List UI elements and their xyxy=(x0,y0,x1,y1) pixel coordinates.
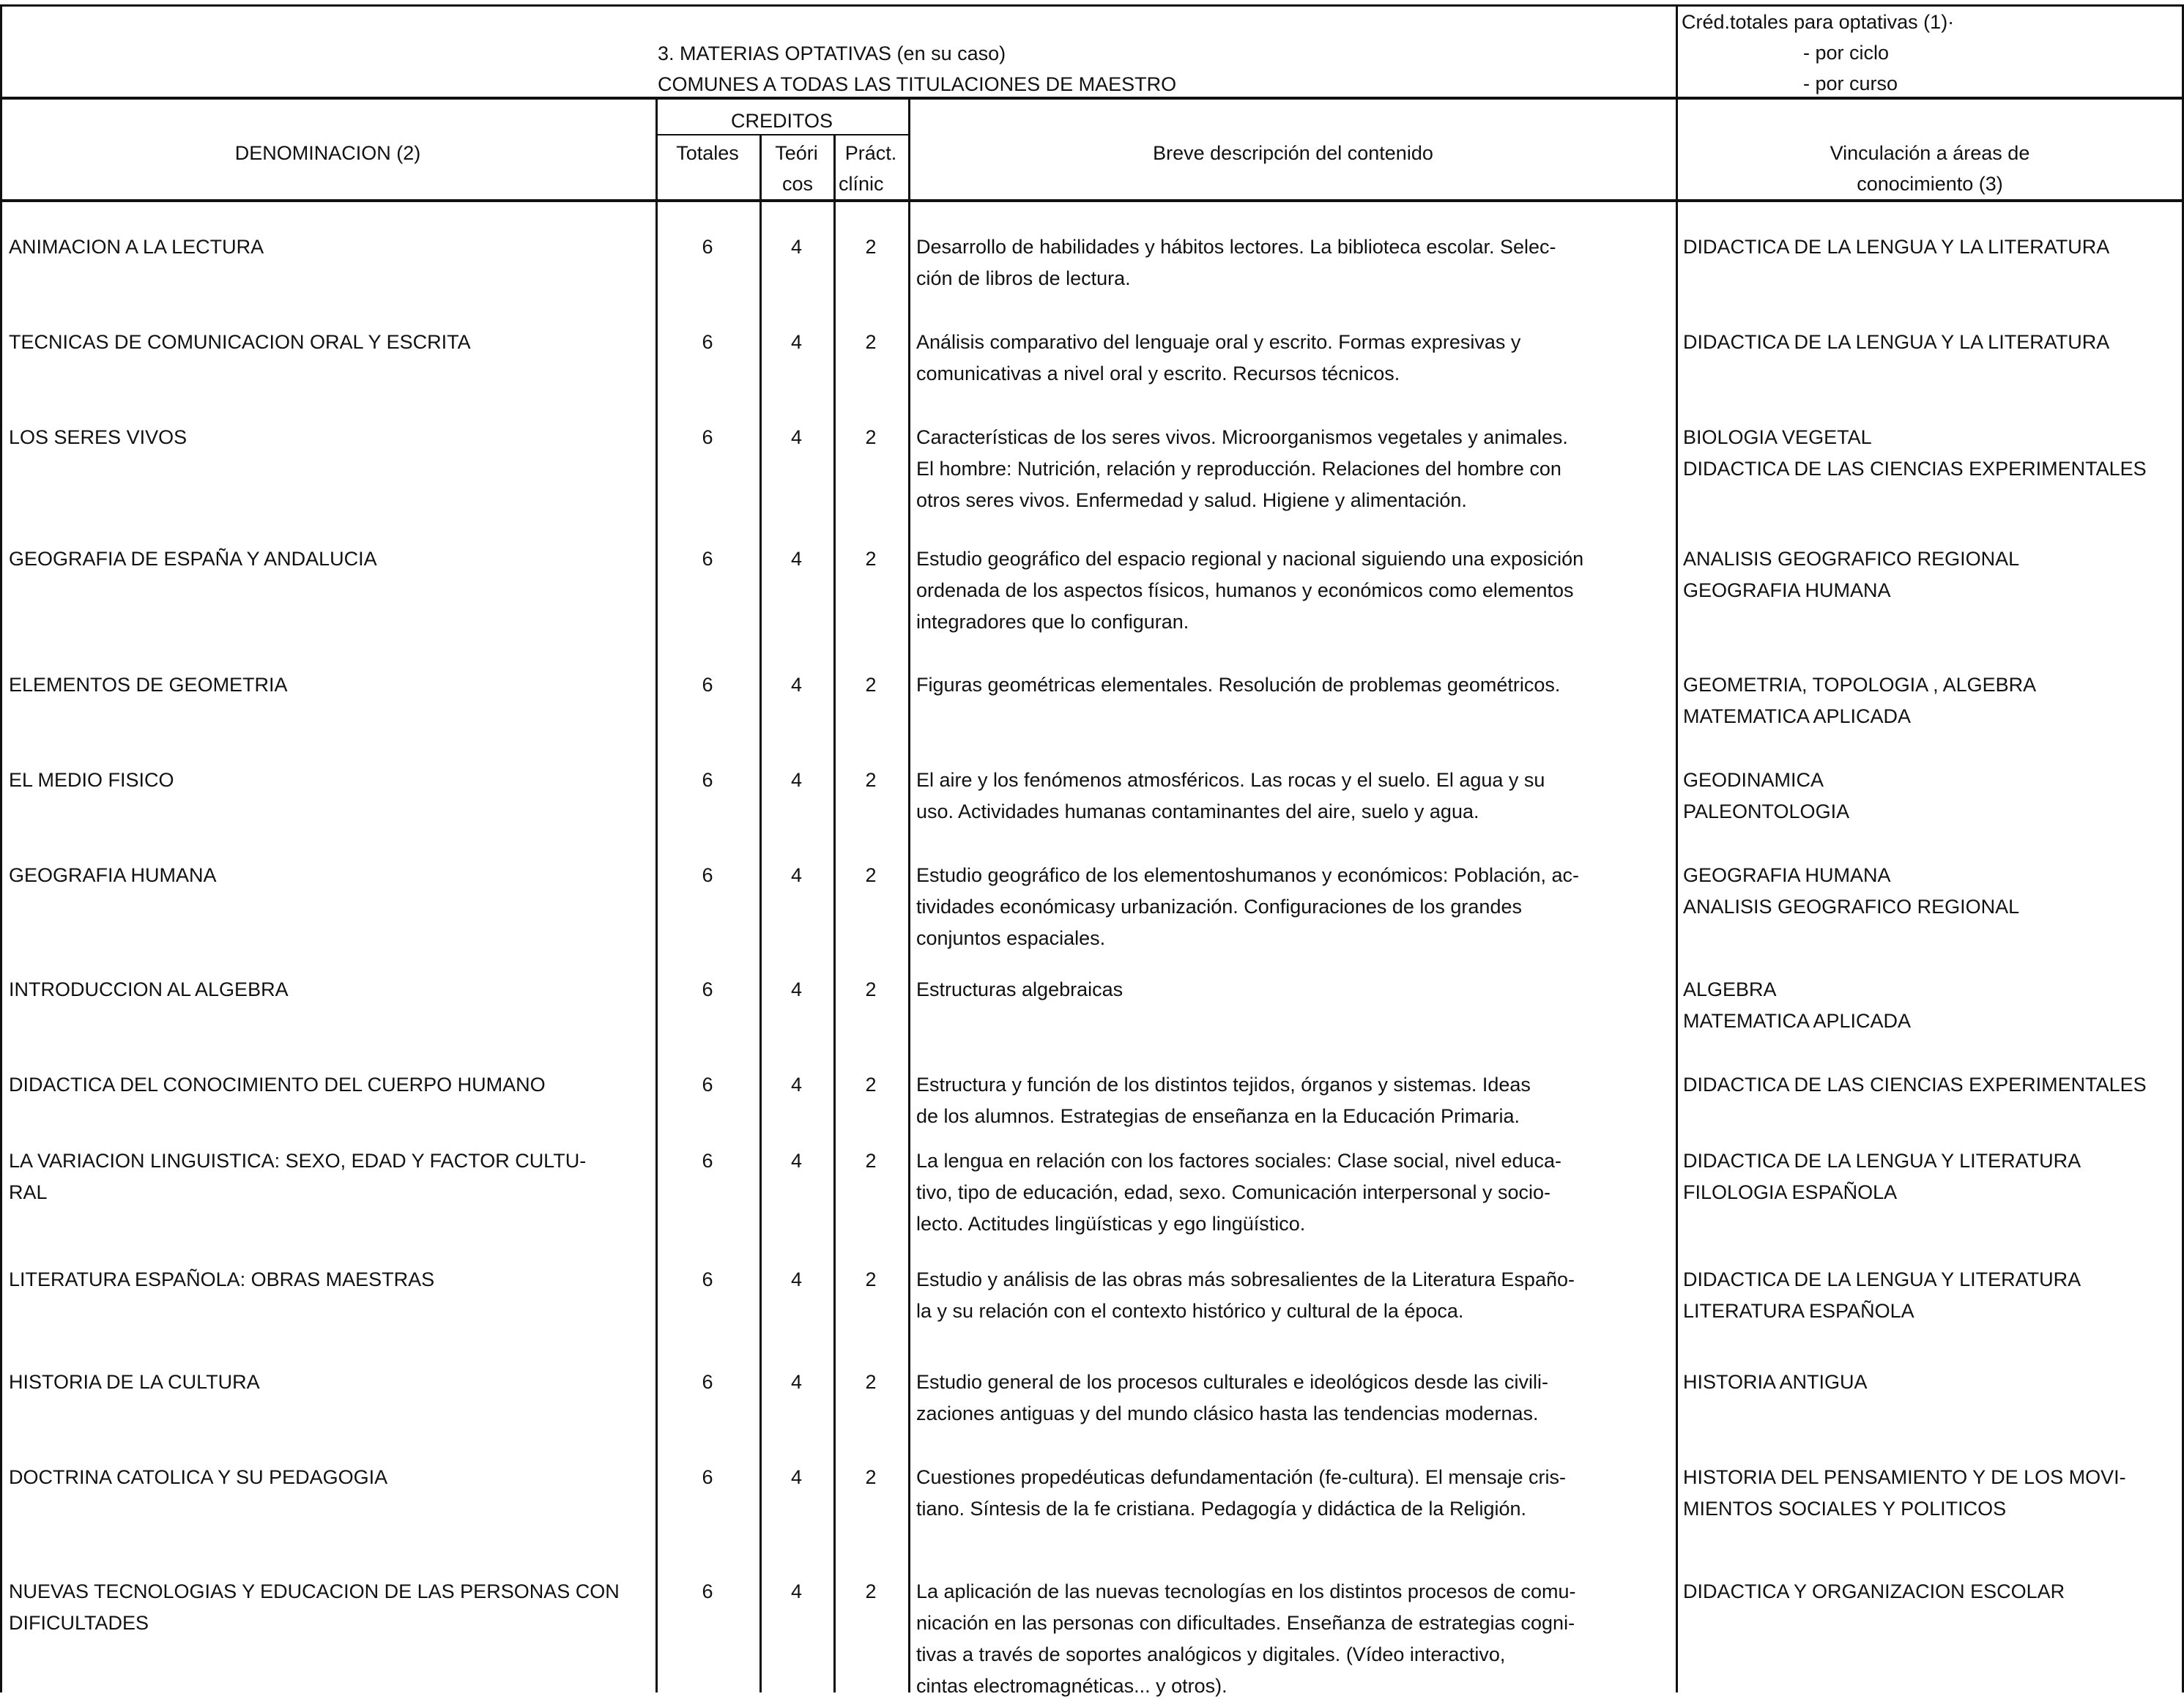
content-description: otros seres vivos. Enfermedad y salud. Higiene y alimentación. xyxy=(916,489,1467,511)
content-description: Estructuras algebraicas xyxy=(916,978,1123,1000)
knowledge-area: LITERATURA ESPAÑOLA xyxy=(1683,1300,1914,1322)
credits-theory: 4 xyxy=(790,978,803,1000)
credits-total: 6 xyxy=(702,1466,713,1488)
knowledge-area: DIDACTICA DE LA LENGUA Y LA LITERATURA xyxy=(1683,236,2110,258)
credits-theory: 4 xyxy=(790,331,803,353)
content-description: ordenada de los aspectos físicos, humanos y económicos como elementos xyxy=(916,579,1574,601)
credits-theory: 4 xyxy=(790,236,803,258)
content-description: cintas electromagnéticas... y otros). xyxy=(916,1675,1227,1697)
content-description: comunicativas a nivel oral y escrito. Recursos técnicos. xyxy=(916,363,1400,384)
subject-name: DOCTRINA CATOLICA Y SU PEDAGOGIA xyxy=(9,1466,388,1488)
subject-name: DIDACTICA DEL CONOCIMIENTO DEL CUERPO HUMANO xyxy=(9,1074,546,1096)
credits-practice: 2 xyxy=(865,864,877,886)
subject-name: ANIMACION A LA LECTURA xyxy=(9,236,264,258)
content-description: uso. Actividades humanas contaminantes del aire, suelo y agua. xyxy=(916,800,1479,822)
credits-theory: 4 xyxy=(790,1580,803,1602)
header-divider xyxy=(0,97,2184,100)
credits-total: 6 xyxy=(702,978,713,1000)
content-description: tivo, tipo de educación, edad, sexo. Comunicación interpersonal y socio- xyxy=(916,1181,1550,1203)
subject-name: GEOGRAFIA HUMANA xyxy=(9,864,217,886)
knowledge-area: GEOMETRIA, TOPOLOGIA , ALGEBRA xyxy=(1683,674,2037,696)
content-description: tividades económicasy urbanización. Configuraciones de los grandes xyxy=(916,896,1522,918)
top-border xyxy=(0,4,2184,7)
credits-total: 6 xyxy=(702,1371,713,1393)
credits-theory: 4 xyxy=(790,769,803,791)
credits-total: 6 xyxy=(702,864,713,886)
credits-total: 6 xyxy=(702,1268,713,1290)
col-teoricos-2: cos xyxy=(782,173,814,195)
totales-column-border xyxy=(655,100,658,1692)
content-description: nicación en las personas con dificultades. Enseñanza de estrategias cogni- xyxy=(916,1612,1575,1634)
content-description: Análisis comparativo del lenguaje oral y escrito. Formas expresivas y xyxy=(916,331,1521,353)
subject-name: HISTORIA DE LA CULTURA xyxy=(9,1371,260,1393)
teoricos-column-border xyxy=(759,135,762,1692)
col-denominacion: DENOMINACION (2) xyxy=(234,142,421,164)
credits-theory: 4 xyxy=(790,1150,803,1172)
content-description: tiano. Síntesis de la fe cristiana. Pedagogía y didáctica de la Religión. xyxy=(916,1498,1527,1520)
subject-name: LITERATURA ESPAÑOLA: OBRAS MAESTRAS xyxy=(9,1268,435,1290)
knowledge-area: DIDACTICA DE LA LENGUA Y LITERATURA xyxy=(1683,1150,2081,1172)
content-description: integradores que lo configuran. xyxy=(916,611,1189,633)
col-descripcion: Breve descripción del contenido xyxy=(1153,142,1433,164)
col-practicos-2: clínic xyxy=(839,173,884,195)
title-line-2: COMUNES A TODAS LAS TITULACIONES DE MAESTRO xyxy=(658,73,1177,95)
credits-total: 6 xyxy=(702,1580,713,1602)
content-description: El aire y los fenómenos atmosféricos. Las rocas y el suelo. El agua y su xyxy=(916,769,1545,791)
credits-total: 6 xyxy=(702,548,713,570)
left-border xyxy=(0,4,2,1692)
credits-note-line-2: - por ciclo xyxy=(1803,42,1890,64)
credits-theory: 4 xyxy=(790,1074,803,1096)
knowledge-area: DIDACTICA DE LAS CIENCIAS EXPERIMENTALES xyxy=(1683,458,2147,480)
credits-practice: 2 xyxy=(865,1268,877,1290)
credits-total: 6 xyxy=(702,331,713,353)
credits-total: 6 xyxy=(702,769,713,791)
credits-practice: 2 xyxy=(865,978,877,1000)
credits-theory: 4 xyxy=(790,674,803,696)
content-description: Estudio y análisis de las obras más sobresalientes de la Literatura Españo- xyxy=(916,1268,1575,1290)
subject-name: GEOGRAFIA DE ESPAÑA Y ANDALUCIA xyxy=(9,548,377,570)
content-description: Características de los seres vivos. Microorganismos vegetales y animales. xyxy=(916,426,1568,448)
col-totales: Totales xyxy=(676,142,739,164)
credits-theory: 4 xyxy=(790,548,803,570)
content-description: El hombre: Nutrición, relación y reproducción. Relaciones del hombre con xyxy=(916,458,1561,480)
vinculacion-column-border xyxy=(1676,4,1678,1692)
subject-name: EL MEDIO FISICO xyxy=(9,769,174,791)
credits-practice: 2 xyxy=(865,331,877,353)
knowledge-area: DIDACTICA DE LA LENGUA Y LA LITERATURA xyxy=(1683,331,2110,353)
knowledge-area: GEOGRAFIA HUMANA xyxy=(1683,864,1891,886)
credits-practice: 2 xyxy=(865,236,877,258)
knowledge-area: HISTORIA ANTIGUA xyxy=(1683,1371,1868,1393)
content-description: ción de libros de lectura. xyxy=(916,267,1131,289)
knowledge-area: ANALISIS GEOGRAFICO REGIONAL xyxy=(1683,896,2020,918)
subject-name: INTRODUCCION AL ALGEBRA xyxy=(9,978,289,1000)
subject-name: DIFICULTADES xyxy=(9,1612,149,1634)
knowledge-area: PALEONTOLOGIA xyxy=(1683,800,1850,822)
content-description: de los alumnos. Estrategias de enseñanza en la Educación Primaria. xyxy=(916,1105,1520,1127)
knowledge-area: HISTORIA DEL PENSAMIENTO Y DE LOS MOVI- xyxy=(1683,1466,2126,1488)
credits-note-line-1: Créd.totales para optativas (1)· xyxy=(1682,11,1955,33)
content-description: Estructura y función de los distintos tejidos, órganos y sistemas. Ideas xyxy=(916,1074,1531,1096)
knowledge-area: DIDACTICA DE LAS CIENCIAS EXPERIMENTALES xyxy=(1683,1074,2147,1096)
credits-theory: 4 xyxy=(790,1371,803,1393)
practicos-column-border xyxy=(833,135,836,1692)
knowledge-area: BIOLOGIA VEGETAL xyxy=(1683,426,1872,448)
knowledge-area: MATEMATICA APLICADA xyxy=(1683,705,1912,727)
knowledge-area: ANALISIS GEOGRAFICO REGIONAL xyxy=(1683,548,2020,570)
credits-practice: 2 xyxy=(865,769,877,791)
content-description: La lengua en relación con los factores sociales: Clase social, nivel educa- xyxy=(916,1150,1561,1172)
col-vinculacion-2: conocimiento (3) xyxy=(1857,173,2003,195)
credits-practice: 2 xyxy=(865,1466,877,1488)
title-line-1: 3. MATERIAS OPTATIVAS (en su caso) xyxy=(658,42,1006,64)
knowledge-area: GEODINAMICA xyxy=(1683,769,1824,791)
col-creditos: CREDITOS xyxy=(730,110,833,132)
content-description: la y su relación con el contexto histórico y cultural de la época. xyxy=(916,1300,1464,1322)
content-description: Desarrollo de habilidades y hábitos lectores. La biblioteca escolar. Selec- xyxy=(916,236,1556,258)
credits-theory: 4 xyxy=(790,1268,803,1290)
knowledge-area: DIDACTICA Y ORGANIZACION ESCOLAR xyxy=(1683,1580,2065,1602)
credits-practice: 2 xyxy=(865,426,877,448)
content-description: Cuestiones propedéuticas defundamentación (fe-cultura). El mensaje cris- xyxy=(916,1466,1566,1488)
credits-total: 6 xyxy=(702,674,713,696)
column-header-divider xyxy=(0,199,2184,202)
knowledge-area: DIDACTICA DE LA LENGUA Y LITERATURA xyxy=(1683,1268,2081,1290)
content-description: La aplicación de las nuevas tecnologías en los distintos procesos de comu- xyxy=(916,1580,1576,1602)
content-description: Estudio geográfico de los elementoshumanos y económicos: Población, ac- xyxy=(916,864,1580,886)
content-description: zaciones antiguas y del mundo clásico hasta las tendencias modernas. xyxy=(916,1402,1539,1424)
descripcion-column-border xyxy=(908,100,910,1692)
col-vinculacion-1: Vinculación a áreas de xyxy=(1830,142,2030,164)
col-practicos-1: Práct. xyxy=(844,142,897,164)
credits-total: 6 xyxy=(702,1074,713,1096)
content-description: lecto. Actitudes lingüísticas y ego lingüístico. xyxy=(916,1213,1306,1235)
content-description: tivas a través de soportes analógicos y digitales. (Vídeo interactivo, xyxy=(916,1643,1506,1665)
knowledge-area: FILOLOGIA ESPAÑOLA xyxy=(1683,1181,1898,1203)
credits-theory: 4 xyxy=(790,426,803,448)
subject-name: LA VARIACION LINGUISTICA: SEXO, EDAD Y FACTOR CULTU- xyxy=(9,1150,587,1172)
credits-note-line-3: - por curso xyxy=(1803,73,1898,94)
knowledge-area: MATEMATICA APLICADA xyxy=(1683,1010,1912,1032)
content-description: Estudio geográfico del espacio regional y nacional siguiendo una exposición xyxy=(916,548,1584,570)
credits-practice: 2 xyxy=(865,1580,877,1602)
knowledge-area: ALGEBRA xyxy=(1683,978,1777,1000)
content-description: Figuras geométricas elementales. Resolución de problemas geométricos. xyxy=(916,674,1561,696)
credits-practice: 2 xyxy=(865,548,877,570)
credits-practice: 2 xyxy=(865,1150,877,1172)
credits-total: 6 xyxy=(702,426,713,448)
subject-name: NUEVAS TECNOLOGIAS Y EDUCACION DE LAS PERSONAS CON xyxy=(9,1580,620,1602)
credits-practice: 2 xyxy=(865,1371,877,1393)
creditos-divider xyxy=(655,134,908,135)
subject-name: RAL xyxy=(9,1181,48,1203)
credits-practice: 2 xyxy=(865,1074,877,1096)
credits-total: 6 xyxy=(702,1150,713,1172)
subject-name: TECNICAS DE COMUNICACION ORAL Y ESCRITA xyxy=(9,331,471,353)
col-teoricos-1: Teóri xyxy=(775,142,818,164)
subject-name: ELEMENTOS DE GEOMETRIA xyxy=(9,674,288,696)
knowledge-area: GEOGRAFIA HUMANA xyxy=(1683,579,1891,601)
credits-practice: 2 xyxy=(865,674,877,696)
subject-name: LOS SERES VIVOS xyxy=(9,426,187,448)
knowledge-area: MIENTOS SOCIALES Y POLITICOS xyxy=(1683,1498,2007,1520)
credits-total: 6 xyxy=(702,236,713,258)
content-description: conjuntos espaciales. xyxy=(916,927,1106,949)
credits-theory: 4 xyxy=(790,864,803,886)
content-description: Estudio general de los procesos culturales e ideológicos desde las civili- xyxy=(916,1371,1548,1393)
credits-theory: 4 xyxy=(790,1466,803,1488)
